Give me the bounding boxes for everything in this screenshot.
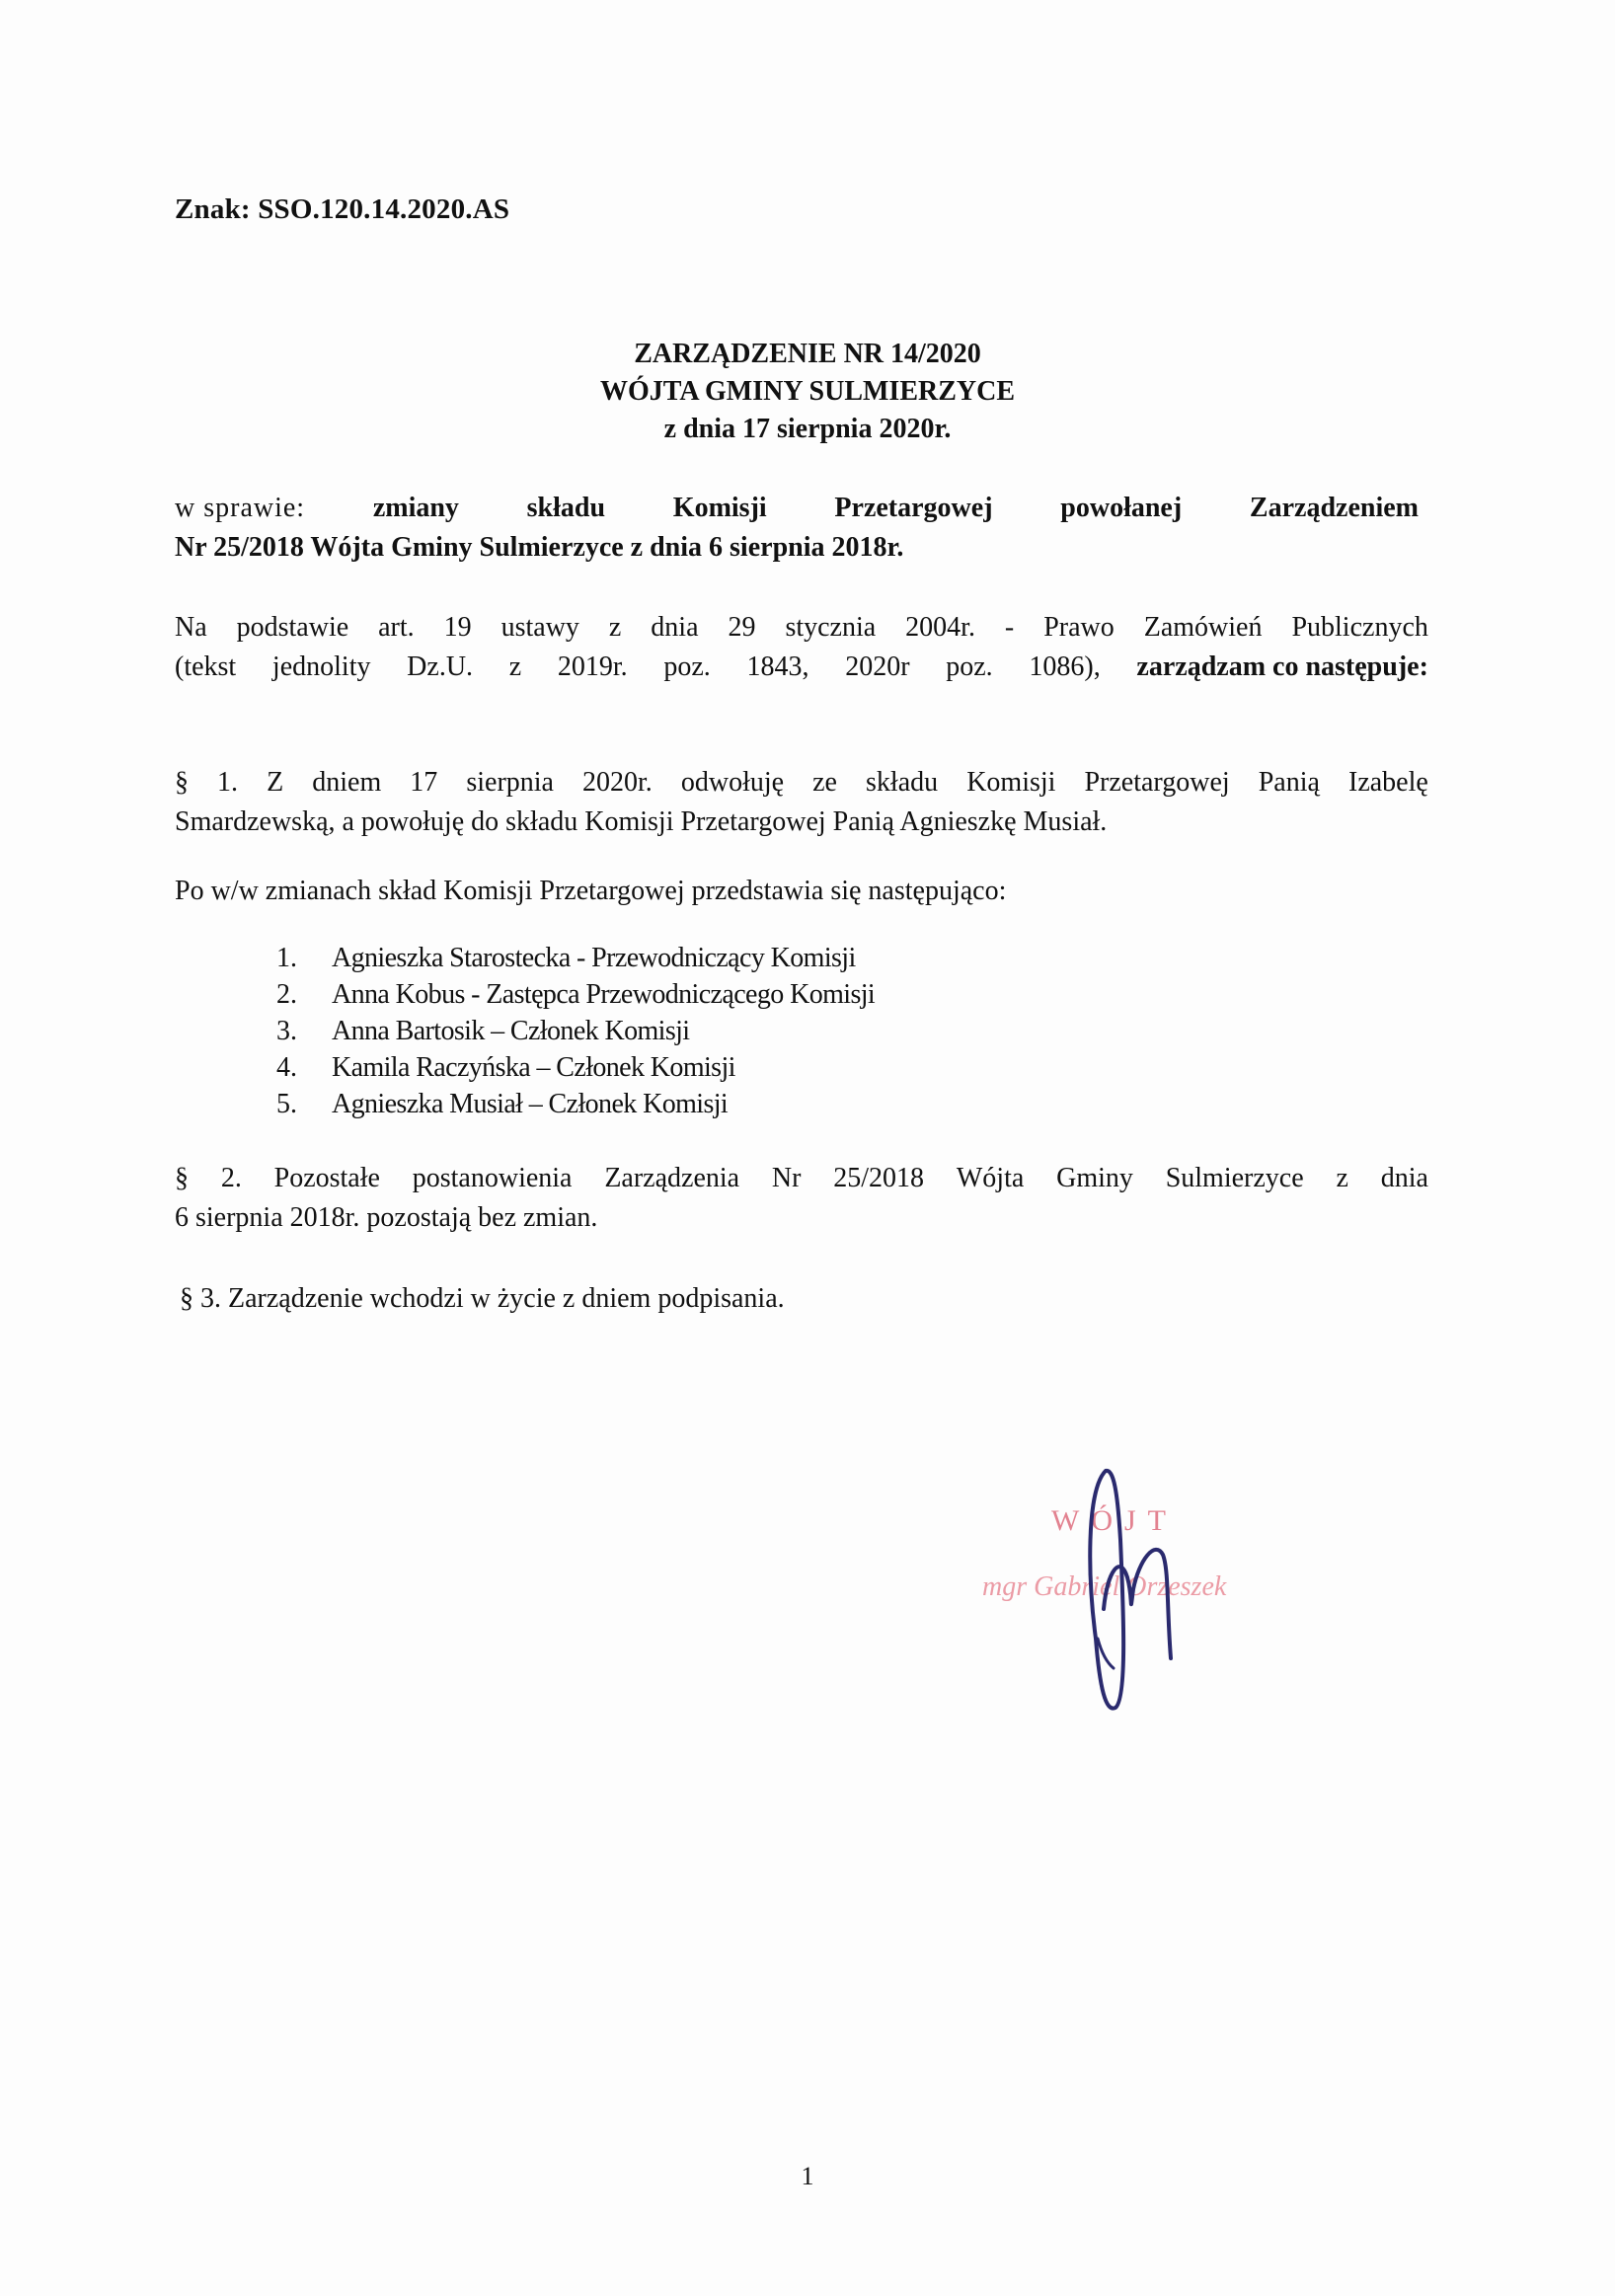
legal-basis-word: dnia bbox=[651, 612, 699, 643]
legal-basis-word: z bbox=[608, 612, 622, 643]
section-1-word: Izabelę bbox=[1348, 767, 1428, 798]
reference-number: Znak: SSO.120.14.2020.AS bbox=[175, 193, 510, 225]
legal-basis-word: 1086), bbox=[1029, 651, 1101, 682]
legal-basis-word: 2020r bbox=[845, 651, 910, 682]
title-line-date: z dnia 17 sierpnia 2020r. bbox=[663, 414, 952, 444]
member-text: Agnieszka Musiał – Członek Komisji bbox=[332, 1089, 729, 1119]
title-line-order-number: ZARZĄDZENIE NR 14/2020 bbox=[634, 339, 981, 369]
legal-basis-word: Zamówień bbox=[1143, 612, 1263, 643]
section-2-word: Pozostałe bbox=[273, 1163, 380, 1193]
stamp-name: mgr Gabriel Orzeszek bbox=[982, 1571, 1227, 1602]
section-1-line-2: Smardzewską, a powołuję do składu Komisji Przetargowej Panią Agnieszkę Musiał. bbox=[175, 806, 1108, 837]
section-2-word: 2. bbox=[220, 1163, 242, 1193]
subject-word: Zarządzeniem bbox=[1249, 493, 1419, 523]
member-item bbox=[276, 940, 875, 976]
legal-basis-line-2 bbox=[175, 648, 1428, 687]
section-1-word: 2020r. bbox=[582, 767, 653, 798]
page-number: 1 bbox=[801, 2162, 814, 2190]
legal-basis-word: Dz.U. bbox=[407, 651, 474, 682]
section-2-word: z bbox=[1336, 1163, 1348, 1193]
subject-word: powołanej bbox=[1060, 493, 1183, 523]
legal-basis-decree-phrase: zarządzam co następuje: bbox=[1136, 651, 1428, 682]
section-1-word: Panią bbox=[1258, 767, 1320, 798]
section-1-word: odwołuję bbox=[680, 767, 785, 798]
legal-basis-word: z bbox=[508, 651, 522, 682]
section-2-word: Gminy bbox=[1056, 1163, 1133, 1193]
subject-word: Komisji bbox=[672, 493, 767, 523]
legal-basis-word: jednolity bbox=[271, 651, 371, 682]
member-text: Anna Bartosik – Członek Komisji bbox=[332, 1016, 690, 1046]
section-1-word: ze bbox=[812, 767, 837, 798]
subject-label: w sprawie: bbox=[175, 493, 306, 523]
member-number: 5. bbox=[276, 1089, 297, 1119]
section-2-word: Zarządzenia bbox=[604, 1163, 740, 1193]
section-1-word: § bbox=[175, 767, 189, 798]
section-2-line-2: 6 sierpnia 2018r. pozostają bez zmian. bbox=[175, 1202, 598, 1233]
section-2-line-1 bbox=[175, 1159, 1428, 1198]
legal-basis-word: 2019r. bbox=[557, 651, 628, 682]
legal-basis-word: 19 bbox=[443, 612, 472, 643]
legal-basis-word: (tekst bbox=[175, 651, 237, 682]
member-item bbox=[276, 1013, 875, 1049]
section-2-word: dnia bbox=[1380, 1163, 1428, 1193]
section-2-word: 25/2018 bbox=[833, 1163, 925, 1193]
section-1-word: 1. bbox=[217, 767, 239, 798]
section-1-paragraph bbox=[175, 763, 1428, 842]
member-item bbox=[276, 1086, 875, 1122]
section-1-word: dniem bbox=[312, 767, 382, 798]
section-3-paragraph: § 3. Zarządzenie wchodzi w życie z dniem podpisania. bbox=[180, 1283, 785, 1314]
subject-line-2 bbox=[175, 528, 1419, 568]
stamp-title: WÓJT bbox=[1051, 1504, 1178, 1537]
subject-word: składu bbox=[526, 493, 606, 523]
legal-basis-word: - bbox=[1004, 612, 1015, 643]
subject-paragraph bbox=[175, 489, 1419, 568]
legal-basis-word: podstawie bbox=[236, 612, 349, 643]
legal-basis-line-1 bbox=[175, 608, 1428, 648]
subject-line-1 bbox=[175, 489, 1419, 528]
legal-basis-paragraph bbox=[175, 608, 1428, 687]
section-2-word: postanowienia bbox=[412, 1163, 573, 1193]
legal-basis-word: Publicznych bbox=[1291, 612, 1428, 643]
legal-basis-word: 2004r. bbox=[905, 612, 975, 643]
member-item bbox=[276, 1049, 875, 1086]
signature-stroke-m bbox=[1104, 1550, 1171, 1658]
legal-basis-word: poz. bbox=[946, 651, 993, 682]
section-2-word: Nr bbox=[771, 1163, 802, 1193]
member-number: 2. bbox=[276, 979, 297, 1010]
section-2-word: § bbox=[175, 1163, 189, 1193]
subject-word: zmiany bbox=[372, 493, 459, 523]
handwritten-signature bbox=[1066, 1461, 1204, 1718]
member-number: 1. bbox=[276, 943, 297, 973]
section-2-word: Sulmierzyce bbox=[1165, 1163, 1304, 1193]
section-1-word: 17 bbox=[410, 767, 438, 798]
section-1-word: Komisji bbox=[966, 767, 1056, 798]
section-1-line-1 bbox=[175, 763, 1428, 803]
section-2-word: Wójta bbox=[956, 1163, 1025, 1193]
member-text: Kamila Raczyńska – Członek Komisji bbox=[332, 1052, 735, 1083]
section-1-word: składu bbox=[866, 767, 939, 798]
legal-basis-word: Prawo bbox=[1043, 612, 1115, 643]
legal-basis-word: poz. bbox=[663, 651, 711, 682]
members-list bbox=[276, 940, 875, 1122]
legal-basis-word: art. bbox=[378, 612, 415, 643]
members-intro: Po w/w zmianach skład Komisji Przetargowej przedstawia się następująco: bbox=[175, 876, 1007, 906]
member-item bbox=[276, 976, 875, 1013]
section-2-paragraph bbox=[175, 1159, 1428, 1238]
section-1-word: Przetargowej bbox=[1084, 767, 1230, 798]
member-number: 3. bbox=[276, 1016, 297, 1046]
legal-basis-word: Na bbox=[175, 612, 207, 643]
legal-basis-word: 1843, bbox=[746, 651, 809, 682]
document-title bbox=[0, 336, 1615, 448]
section-1-word: sierpnia bbox=[466, 767, 554, 798]
legal-basis-word: stycznia bbox=[785, 612, 877, 643]
subject-word: Przetargowej bbox=[834, 493, 993, 523]
member-text: Agnieszka Starostecka - Przewodniczący Komisji bbox=[332, 943, 856, 973]
legal-basis-word: ustawy bbox=[500, 612, 579, 643]
title-line-issuer: WÓJTA GMINY SULMIERZYCE bbox=[599, 376, 1016, 407]
section-1-word: Z bbox=[267, 767, 284, 798]
legal-basis-word: 29 bbox=[728, 612, 756, 643]
member-text: Anna Kobus - Zastępca Przewodniczącego Komisji bbox=[332, 979, 876, 1010]
member-number: 4. bbox=[276, 1052, 297, 1083]
subject-line-2-text: Nr 25/2018 Wójta Gminy Sulmierzyce z dnia 6 sierpnia 2018r. bbox=[175, 532, 904, 563]
